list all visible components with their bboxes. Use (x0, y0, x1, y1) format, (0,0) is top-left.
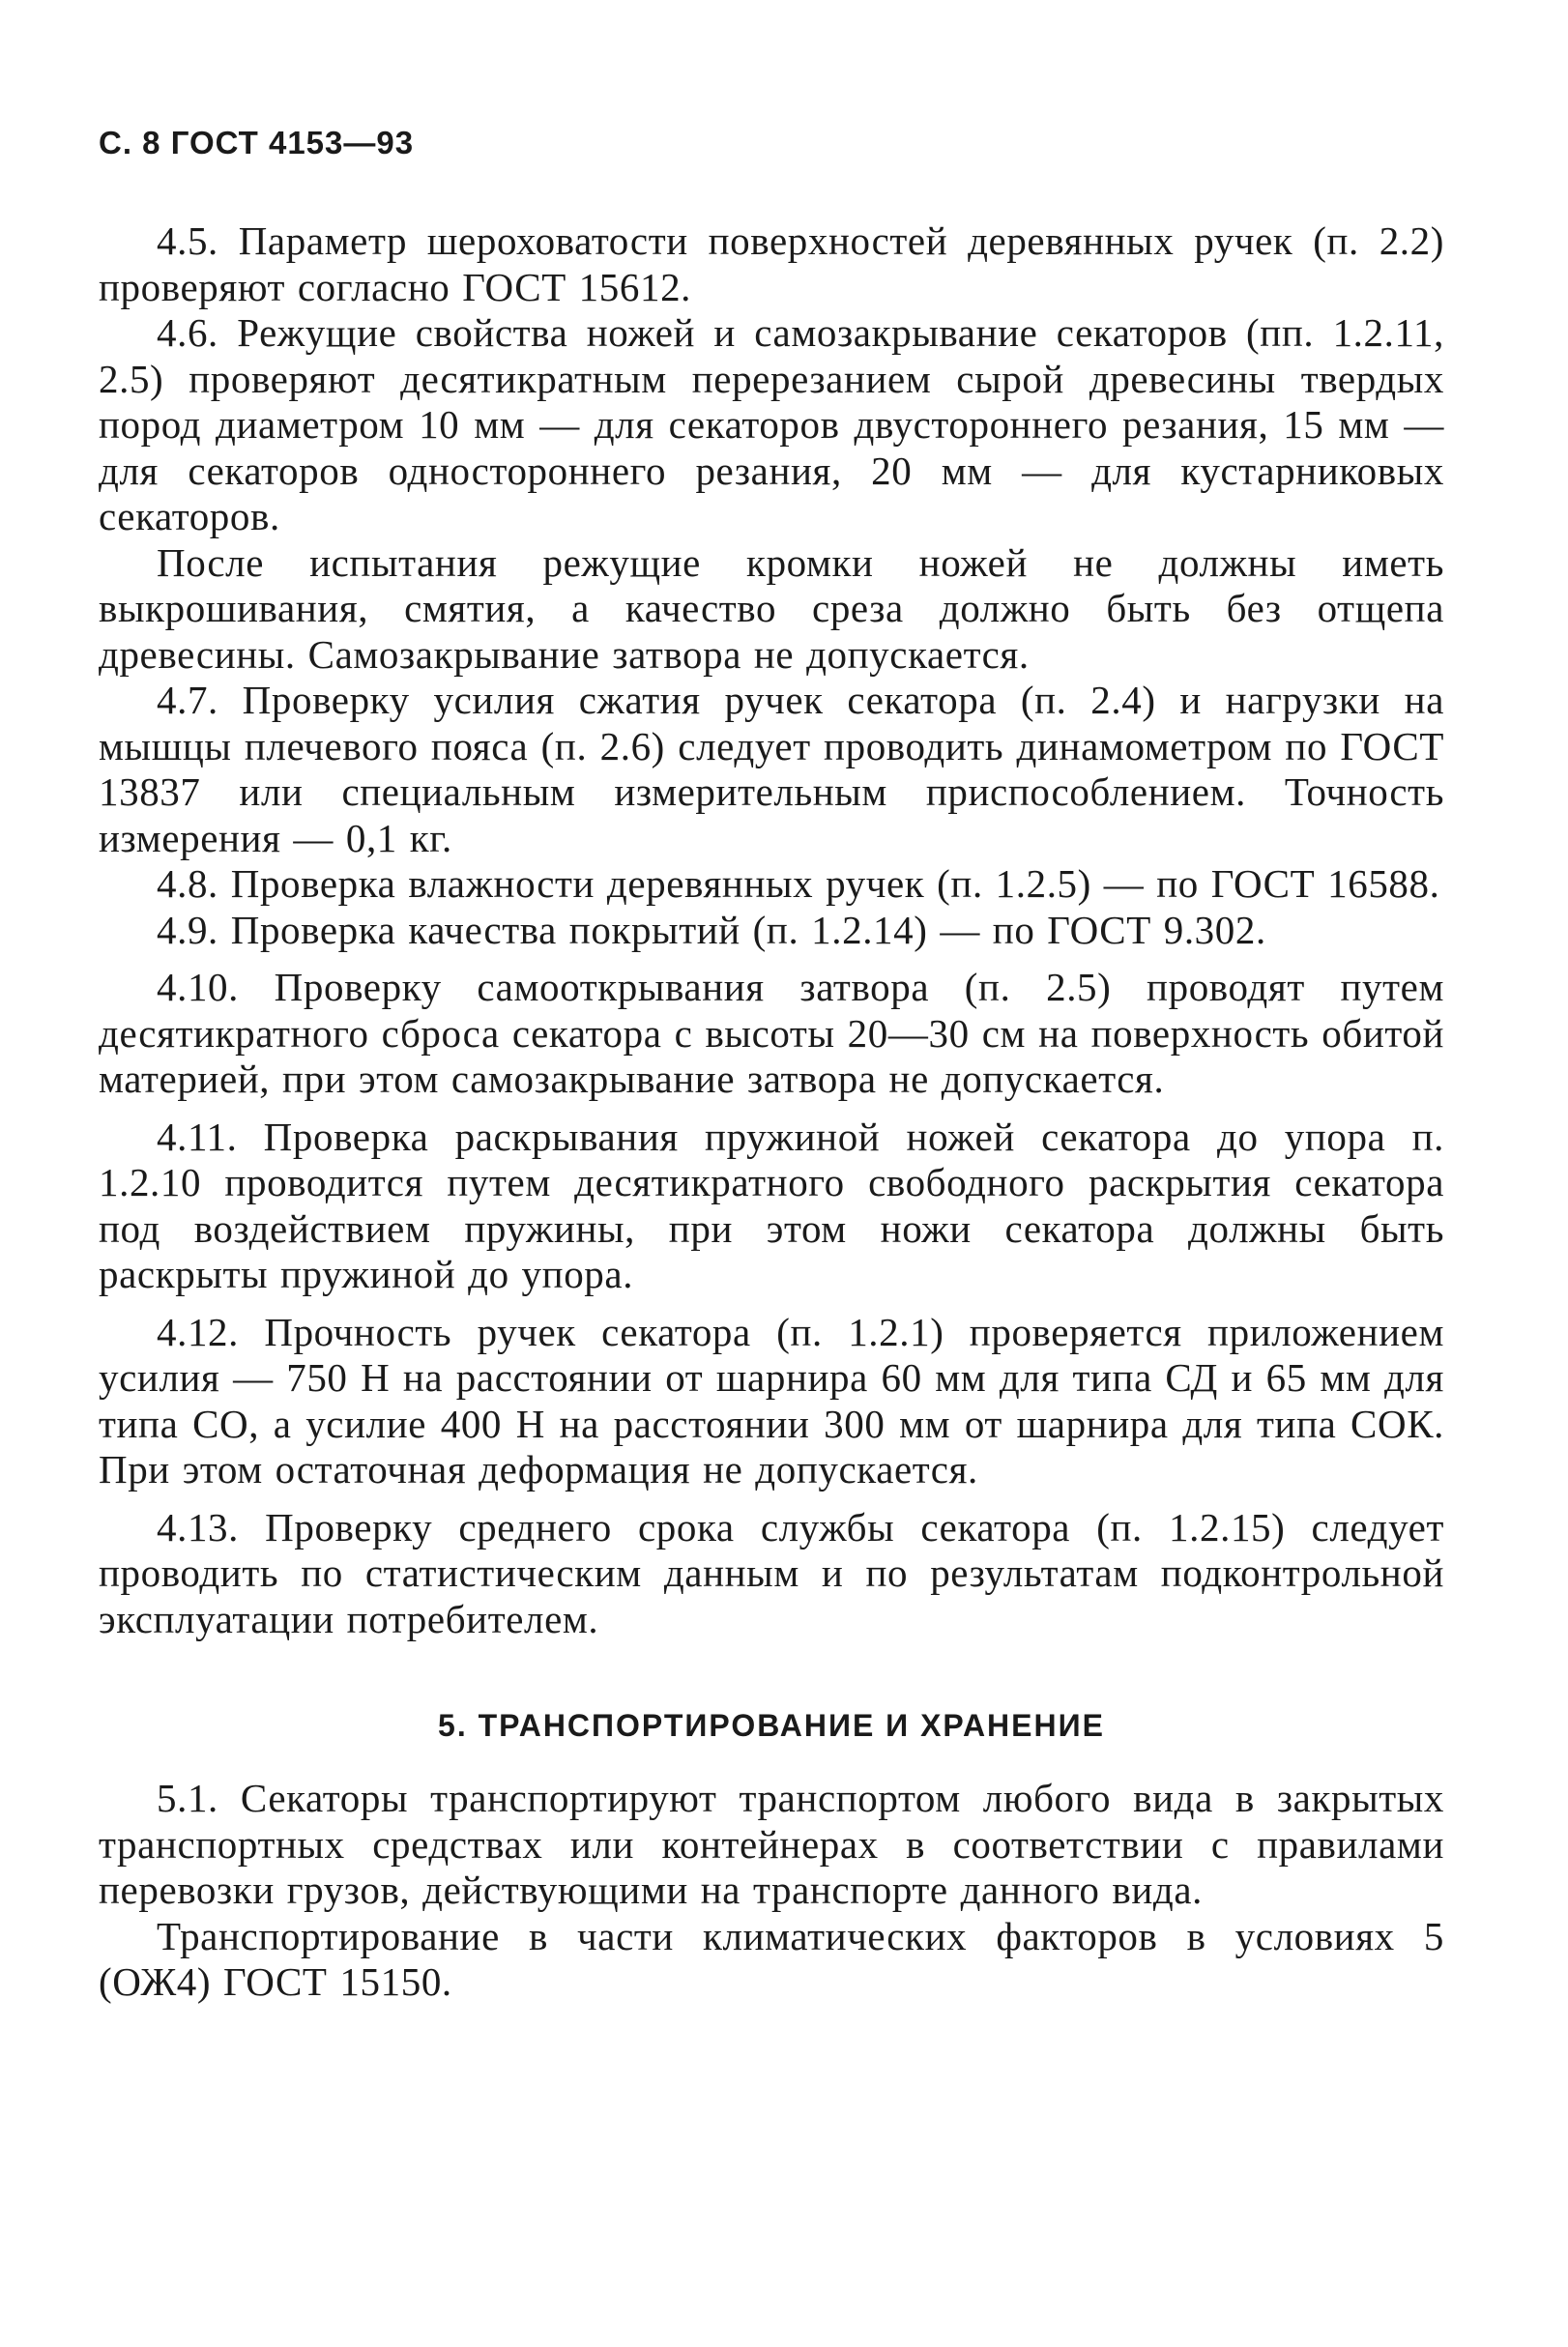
paragraph-4-11: 4.11. Проверка раскрывания пружиной ножей секатора до упора п. 1.2.10 проводится путем десятикратного свободного раскрытия секатора под воздействием пружины, при этом ножи секатора должны быть раскрыты пружиной до упора. (99, 1114, 1444, 1296)
paragraph-4-8: 4.8. Проверка влажности деревянных ручек (п. 1.2.5) — по ГОСТ 16588. (157, 861, 1440, 906)
paragraph-4-5: 4.5. Параметр шероховатости поверхностей деревянных ручек (п. 2.2) проверяют согласно ГОСТ 15612. (99, 218, 1444, 309)
paragraph-4-6: 4.6. Режущие свойства ножей и самозакрывание секаторов (пп. 1.2.11, 2.5) проверяют десятикратным перерезанием сырой древесины твердых пород диаметром 10 мм — для секаторов двустороннего резания, 15 мм — для секаторов одностороннего резания, 20 мм — для кустарниковых секаторов. (99, 310, 1444, 538)
paragraph-4-13: 4.13. Проверку среднего срока службы секатора (п. 1.2.15) следует проводить по статистическим данным и по результатам подконтрольной эксплуатации потребителем. (99, 1504, 1444, 1641)
section-5-body (99, 1776, 1444, 2006)
section-4-body (99, 218, 1444, 1642)
paragraph-5-1: 5.1. Секаторы транспортируют транспортом любого вида в закрытых транспортных средствах или контейнерах в соответствии с правилами перевозки грузов, действующими на транспорте данного вида. (99, 1776, 1444, 1912)
paragraph-4-10: 4.10. Проверку самооткрывания затвора (п. 2.5) проводят путем десятикратного сброса секатора с высоты 20—30 см на поверхность обитой материей, при этом самозакрывание затвора не допускается. (99, 965, 1444, 1101)
paragraph-4-9: 4.9. Проверка качества покрытий (п. 1.2.14) — по ГОСТ 9.302. (157, 907, 1266, 952)
paragraph-4-7: 4.7. Проверку усилия сжатия ручек секатора (п. 2.4) и нагрузки на мышцы плечевого пояса (п. 2.6) следует проводить динамометром по ГОСТ 13837 или специальным измерительным приспособлением. Точность измерения — 0,1 кг. (99, 678, 1444, 860)
paragraph-4-12: 4.12. Прочность ручек секатора (п. 1.2.1) проверяется приложением усилия — 750 Н на расстоянии от шарнира 60 мм для типа СД и 65 мм для типа СО, а усилие 400 Н на расстоянии 300 мм от шарнира для типа СОК. При этом остаточная деформация не допускается. (99, 1309, 1444, 1492)
section-5-title: 5. ТРАНСПОРТИРОВАНИЕ И ХРАНЕНИЕ (438, 1708, 1105, 1743)
paragraph-4-6-continued: После испытания режущие кромки ножей не должны иметь выкрошивания, смятия, а качество среза должно быть без отщепа древесины. Самозакрывание затвора не допускается. (99, 539, 1444, 677)
document-page (99, 124, 1444, 2006)
paragraph-5-1-continued: Транспортирование в части климатических факторов в условиях 5 (ОЖ4) ГОСТ 15150. (99, 1913, 1444, 2004)
running-head: С. 8 ГОСТ 4153—93 (99, 125, 415, 160)
